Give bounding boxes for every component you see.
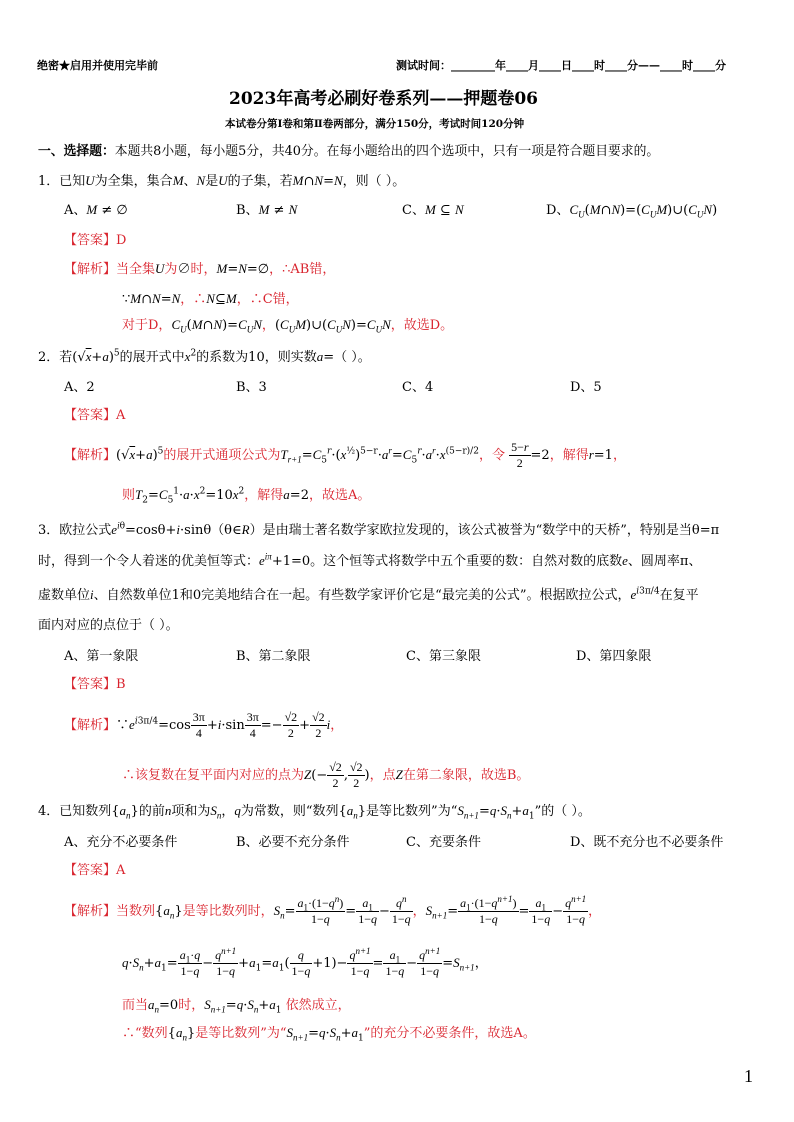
q1-analysis-1: 【解析】当全集U为∅时，M=N=∅，∴AB错， (64, 261, 336, 277)
q1-option-d[interactable]: D、$C_U(M\cap N)=(C_UM)\cup(C_UN)$ (546, 202, 718, 220)
exam-title: 2023年高考必刷好卷系列——押题卷06 (229, 89, 538, 109)
q4-analysis-4: ∴“数列$\{a_n\}$是等比数列”为“$S_{n+1}=q\cdot S_n+a_1$”的充分不必要条件，故选A。 (122, 1025, 536, 1044)
q3-option-c[interactable]: C、第三象限 (406, 649, 481, 664)
q3-option-b[interactable]: B、第二象限 (236, 649, 311, 664)
q2-option-a[interactable]: A、2 (64, 380, 95, 395)
q3-analysis-2: ∴该复数在复平面内对应的点为Z(− $\frac{√2}{2}$ , $\frac{√2}{2}$ )，点Z在第二象限，故选B。 (122, 760, 530, 790)
q4-analysis-2: $q\cdot S_n+a_1=$ $\frac{a_1\cdot q}{1-q}$ − $\frac{q^{n+1}}{1-q}$ $+a_1=a_1$( $\frac{q}{1-q}$ +1)− $\frac{q^{n+1}}{1-q}$ = $\frac{a_1}{1-q}$ − $\frac{q^{n+1}}{1-q}$ $=S_{n+1}$， (122, 946, 488, 978)
q1-analysis-3: 对于D，$C_U(M\cap N)=C_UN$，$(C_UM)\cup(C_UN)=C_UN$，故选D。 (122, 317, 454, 335)
q4-analysis-3: 而当$a_n=0$时，$S_{n+1}=q\cdot S_n+a_1$ 依然成立， (122, 997, 351, 1016)
q3-option-a[interactable]: A、第一象限 (64, 649, 139, 664)
q4-option-d[interactable]: D、既不充分也不必要条件 (570, 835, 724, 850)
question-3-stem-4: 面内对应的点位于（ ）。 (38, 618, 179, 633)
q1-option-a[interactable]: A、M ≠ ∅ (64, 202, 128, 218)
q1-answer: 【答案】D (64, 233, 127, 248)
q2-option-c[interactable]: C、4 (402, 380, 434, 395)
confidential-label: 绝密★启用并使用完毕前 (37, 59, 158, 72)
question-3-stem-3: 虚数单位i、自然数单位1和0完美地结合在一起。有些数学家评价它是“最完美的公式”。根据欧拉公式，$e^{i3\pi/4}$在复平 (38, 586, 699, 603)
question-3-stem-2: 时，得到一个令人着迷的优美恒等式：$e^{i\pi}+1=0$。这个恒等式将数学中五个重要的数：自然对数的底数e、圆周率π、 (38, 551, 702, 569)
q2-analysis-2: 则$T_2=C_5^1\cdot a\cdot x^2=10x^2$，解得a=2，故选A。 (122, 486, 371, 506)
q4-option-a[interactable]: A、充分不必要条件 (64, 835, 178, 850)
q4-analysis-1: 【解析】当数列$\{a_n\}$是等比数列时，$S_n=$ $\frac{a_1\cdot(1-q^n)}{1-q}$ = $\frac{a_1}{1-q}$ − $\frac{q^n}{1-q}$ ，$S_{n+1}=$ $\frac{a_1\cdot(1-q^{n+1})}{1-q}$ = $\frac{a_1}{1-q}$ − $\frac{q^{n+1}}{1-q}$ ， (64, 894, 602, 926)
q4-option-c[interactable]: C、充要条件 (406, 835, 481, 850)
q4-option-b[interactable]: B、必要不充分条件 (236, 835, 350, 850)
question-3-stem-1: 3．欧拉公式$e^{i\theta}=\cos\theta+i\cdot\sin\theta(\theta\in R)$是由瑞士著名数学家欧拉发现的，该公式被誉为“数学中的天桥”，特别是当θ=π (38, 520, 720, 538)
q1-option-b[interactable]: B、M ≠ N (236, 202, 298, 218)
q2-answer: 【答案】A (64, 408, 126, 423)
q3-analysis-1: 【解析】$\because e^{i3\pi/4}=\cos$ $\frac{3\pi}{4}$ +i·sin $\frac{3\pi}{4}$ =− $\frac{√2}{2}$ + $\frac{√2}{2}$ i， (64, 710, 344, 740)
exam-subtitle: 本试卷分第Ⅰ卷和第Ⅱ卷两部分，满分150分，考试时间120分钟 (225, 118, 525, 130)
question-2-stem: 2．若$(√x+a)^5$的展开式中$x^2$的系数为10，则实数a=（ ）。 (38, 348, 371, 365)
question-1-stem: 1．已知U为全集，集合M、N是U的子集，若M∩N=N，则（ ）。 (38, 173, 406, 189)
q4-answer: 【答案】A (64, 863, 126, 878)
test-time-line: 测试时间：________年____月____日____时____分——____时____分 (396, 59, 726, 72)
section-heading: 一、选择题：本题共8小题，每小题5分，共40分。在每小题给出的四个选项中，只有一项是符合题目要求的。 (38, 144, 660, 159)
q3-answer: 【答案】B (64, 677, 126, 692)
q1-option-c[interactable]: C、M ⊆ N (402, 202, 464, 218)
q2-option-d[interactable]: D、5 (570, 380, 602, 395)
q2-analysis-1: 【解析】$(√x+a)^5$的展开式通项公式为$T_{r+1}=C_5^r\cdot(x^{\frac{1}{2}})^{5-r}\cdot a^r=C_5^r\cdot a^r\cdot x^{(5-r)/2}$，令 $\frac{5-r}{2}$ =2，解得r=1， (64, 440, 626, 470)
question-4-stem: 4．已知数列$\{a_n\}$的前n项和为$S_n$，q为常数，则“数列$\{a_n\}$是等比数列”为“$S_{n+1}=q\cdot S_n+a_1$”的（ ）。 (38, 803, 591, 822)
page-number: 1 (744, 1066, 753, 1086)
q3-option-d[interactable]: D、第四象限 (576, 649, 652, 664)
q1-analysis-2: ∵M∩N=N，∴N⊆M，∴C错， (122, 291, 299, 307)
q2-option-b[interactable]: B、3 (236, 380, 267, 395)
